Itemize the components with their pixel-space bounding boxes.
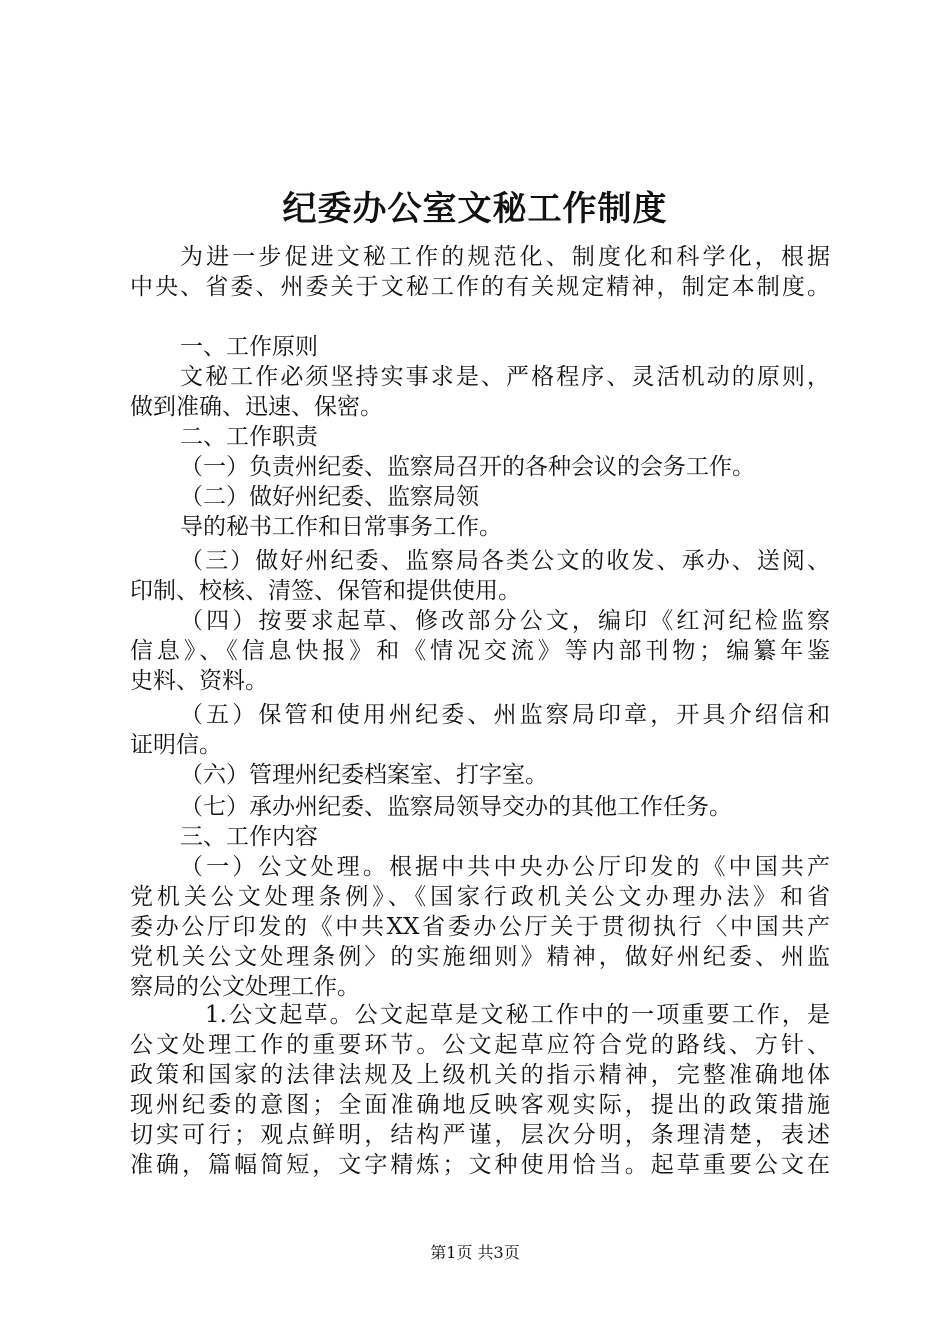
- body-line: （二）做好州纪委、监察局领: [180, 484, 479, 510]
- body-line: 一、工作原则: [180, 334, 318, 360]
- body-line: 导的秘书工作和日常事务工作。: [180, 514, 502, 540]
- body-line: 证明信。: [130, 732, 222, 758]
- body-line: （一）负责州纪委、监察局召开的各种会议的会务工作。: [180, 454, 755, 480]
- body-line: （一）公文处理。根据中共中央办公厅印发的《中国共产: [180, 854, 830, 880]
- body-line: 政策和国家的法律法规及上级机关的指示精神，完整准确地体: [130, 1062, 830, 1088]
- body-line: 做到准确、迅速、保密。: [130, 394, 383, 420]
- body-line: （七）承办州纪委、监察局领导交办的其他工作任务。: [180, 794, 732, 820]
- body-line: 党机关公文处理条例〉的实施细则》精神，做好州纪委、州监: [130, 944, 830, 970]
- body-line: 印制、校核、清签、保管和提供使用。: [130, 578, 521, 604]
- body-line: 切实可行；观点鲜明，结构严谨，层次分明，条理清楚，表述: [130, 1122, 830, 1148]
- document-title: 纪委办公室文秘工作制度: [282, 189, 668, 229]
- page-footer: 第1页 共3页: [430, 1243, 520, 1262]
- body-line: 察局的公文处理工作。: [130, 974, 360, 1000]
- body-line: （五）保管和使用州纪委、州监察局印章，开具介绍信和: [180, 702, 830, 728]
- body-line: 史料、资料。: [130, 668, 268, 694]
- body-line: 信息》、《信息快报》和《情况交流》等内部刊物；编纂年鉴: [130, 638, 830, 664]
- body-line: 公文处理工作的重要环节。公文起草应符合党的路线、方针、: [130, 1032, 830, 1058]
- body-line: （三）做好州纪委、监察局各类公文的收发、承办、送阅、: [180, 548, 830, 574]
- body-line: 委办公厅印发的《中共XX省委办公厅关于贯彻执行〈中国共产: [130, 914, 830, 940]
- body-line: 文秘工作必须坚持实事求是、严格程序、灵活机动的原则，: [180, 364, 830, 390]
- body-line: 为进一步促进文秘工作的规范化、制度化和科学化，根据: [180, 244, 830, 270]
- body-line: 党机关公文处理条例》、《国家行政机关公文办理办法》和省: [130, 884, 830, 910]
- body-line: （四）按要求起草、修改部分公文，编印《红河纪检监察: [180, 608, 830, 634]
- body-line: 中央、省委、州委关于文秘工作的有关规定精神，制定本制度。: [130, 274, 830, 300]
- body-line: 准确，篇幅简短，文字精炼；文种使用恰当。起草重要公文在: [130, 1152, 830, 1178]
- body-line: 三、工作内容: [180, 824, 318, 850]
- body-line: （六）管理州纪委档案室、打字室。: [180, 762, 548, 788]
- body-line: 1.公文起草。公文起草是文秘工作中的一项重要工作，是: [205, 1002, 830, 1028]
- body-line: 二、工作职责: [180, 424, 318, 450]
- body-line: 现州纪委的意图；全面准确地反映客观实际，提出的政策措施: [130, 1092, 830, 1118]
